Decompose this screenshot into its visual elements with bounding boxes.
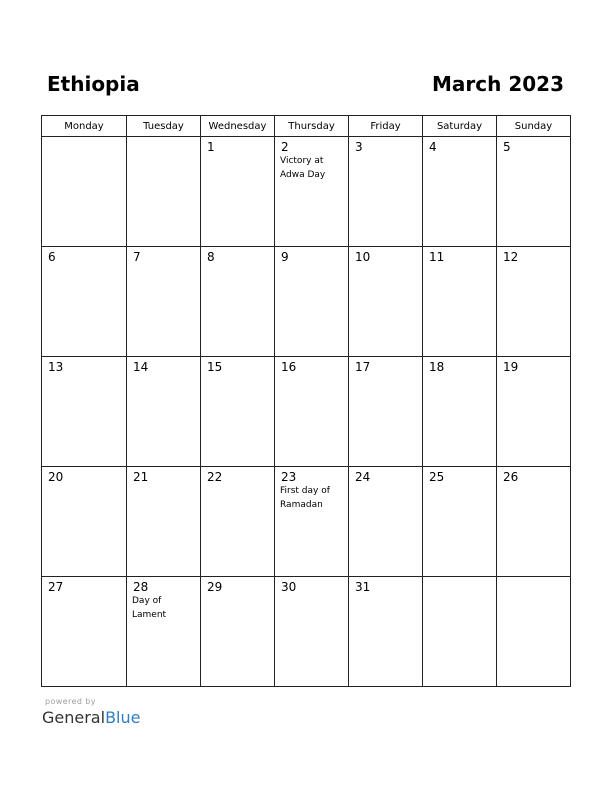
month-title: March 2023 bbox=[432, 72, 564, 96]
week-row bbox=[42, 247, 571, 357]
day-cell bbox=[497, 247, 571, 357]
day-cell bbox=[423, 467, 497, 577]
day-number: 27 bbox=[48, 580, 64, 594]
footer-branding bbox=[42, 697, 140, 728]
day-cell bbox=[201, 467, 275, 577]
day-cell bbox=[423, 577, 497, 687]
day-cell bbox=[275, 467, 349, 577]
day-number: 19 bbox=[503, 360, 519, 374]
day-cell bbox=[201, 137, 275, 247]
day-cell bbox=[127, 137, 201, 247]
day-cell bbox=[423, 137, 497, 247]
weekday-header: Saturday bbox=[423, 116, 497, 137]
day-number bbox=[497, 577, 570, 580]
day-number: 24 bbox=[355, 470, 371, 484]
day-cell bbox=[497, 137, 571, 247]
week-row bbox=[42, 467, 571, 577]
logo-blue-text: Blue bbox=[105, 708, 141, 727]
calendar-grid bbox=[41, 115, 571, 687]
day-number: 31 bbox=[355, 580, 371, 594]
day-number: 13 bbox=[48, 360, 64, 374]
day-cell bbox=[127, 247, 201, 357]
day-number: 8 bbox=[207, 250, 215, 264]
week-row bbox=[42, 357, 571, 467]
generalblue-logo[interactable] bbox=[42, 708, 140, 728]
weekday-header-row bbox=[42, 116, 571, 137]
day-cell bbox=[42, 137, 127, 247]
weekday-header: Thursday bbox=[275, 116, 349, 137]
day-number bbox=[127, 137, 200, 140]
day-cell bbox=[349, 137, 423, 247]
day-number: 9 bbox=[281, 250, 289, 264]
day-cell bbox=[497, 357, 571, 467]
day-cell bbox=[201, 247, 275, 357]
weekday-header: Sunday bbox=[497, 116, 571, 137]
day-cell bbox=[275, 577, 349, 687]
week-row bbox=[42, 577, 571, 687]
day-number: 3 bbox=[355, 140, 363, 154]
day-number: 17 bbox=[355, 360, 371, 374]
day-number: 25 bbox=[429, 470, 445, 484]
day-number: 6 bbox=[48, 250, 56, 264]
day-cell bbox=[349, 247, 423, 357]
day-number: 26 bbox=[503, 470, 519, 484]
day-cell bbox=[42, 247, 127, 357]
day-cell bbox=[423, 357, 497, 467]
day-number: 4 bbox=[429, 140, 437, 154]
holiday-label: Victory at Adwa Day bbox=[280, 156, 326, 180]
day-cell bbox=[42, 467, 127, 577]
day-cell bbox=[42, 357, 127, 467]
day-cell bbox=[42, 577, 127, 687]
day-cell bbox=[275, 137, 349, 247]
day-cell bbox=[497, 467, 571, 577]
day-number: 30 bbox=[281, 580, 297, 594]
country-title: Ethiopia bbox=[47, 72, 140, 96]
day-cell bbox=[275, 247, 349, 357]
day-cell bbox=[127, 577, 201, 687]
day-number: 1 bbox=[207, 140, 215, 154]
day-number: 11 bbox=[429, 250, 445, 264]
day-cell bbox=[127, 467, 201, 577]
weekday-header: Friday bbox=[349, 116, 423, 137]
weekday-header: Wednesday bbox=[201, 116, 275, 137]
day-cell bbox=[275, 357, 349, 467]
day-number: 23 bbox=[281, 470, 297, 484]
day-cell bbox=[127, 357, 201, 467]
day-number: 12 bbox=[503, 250, 519, 264]
day-number bbox=[423, 577, 496, 580]
day-number: 20 bbox=[48, 470, 64, 484]
day-cell bbox=[201, 357, 275, 467]
day-number: 2 bbox=[281, 140, 289, 154]
day-number: 16 bbox=[281, 360, 297, 374]
day-number: 18 bbox=[429, 360, 445, 374]
powered-by-text: powered by bbox=[45, 697, 96, 706]
weekday-header: Monday bbox=[42, 116, 127, 137]
weekday-header: Tuesday bbox=[127, 116, 201, 137]
day-number: 10 bbox=[355, 250, 371, 264]
day-number: 15 bbox=[207, 360, 223, 374]
day-cell bbox=[349, 467, 423, 577]
day-number: 22 bbox=[207, 470, 223, 484]
day-number bbox=[42, 137, 126, 140]
day-number: 28 bbox=[133, 580, 149, 594]
day-number: 14 bbox=[133, 360, 149, 374]
day-number: 7 bbox=[133, 250, 141, 264]
day-cell bbox=[497, 577, 571, 687]
holiday-label: Day of Lament bbox=[132, 596, 167, 620]
day-number: 5 bbox=[503, 140, 511, 154]
day-cell bbox=[201, 577, 275, 687]
week-row bbox=[42, 137, 571, 247]
holiday-label: First day of Ramadan bbox=[280, 486, 330, 510]
day-number: 29 bbox=[207, 580, 223, 594]
logo-general-text: General bbox=[42, 708, 106, 727]
day-cell bbox=[349, 577, 423, 687]
day-cell bbox=[349, 357, 423, 467]
day-number: 21 bbox=[133, 470, 149, 484]
day-cell bbox=[423, 247, 497, 357]
